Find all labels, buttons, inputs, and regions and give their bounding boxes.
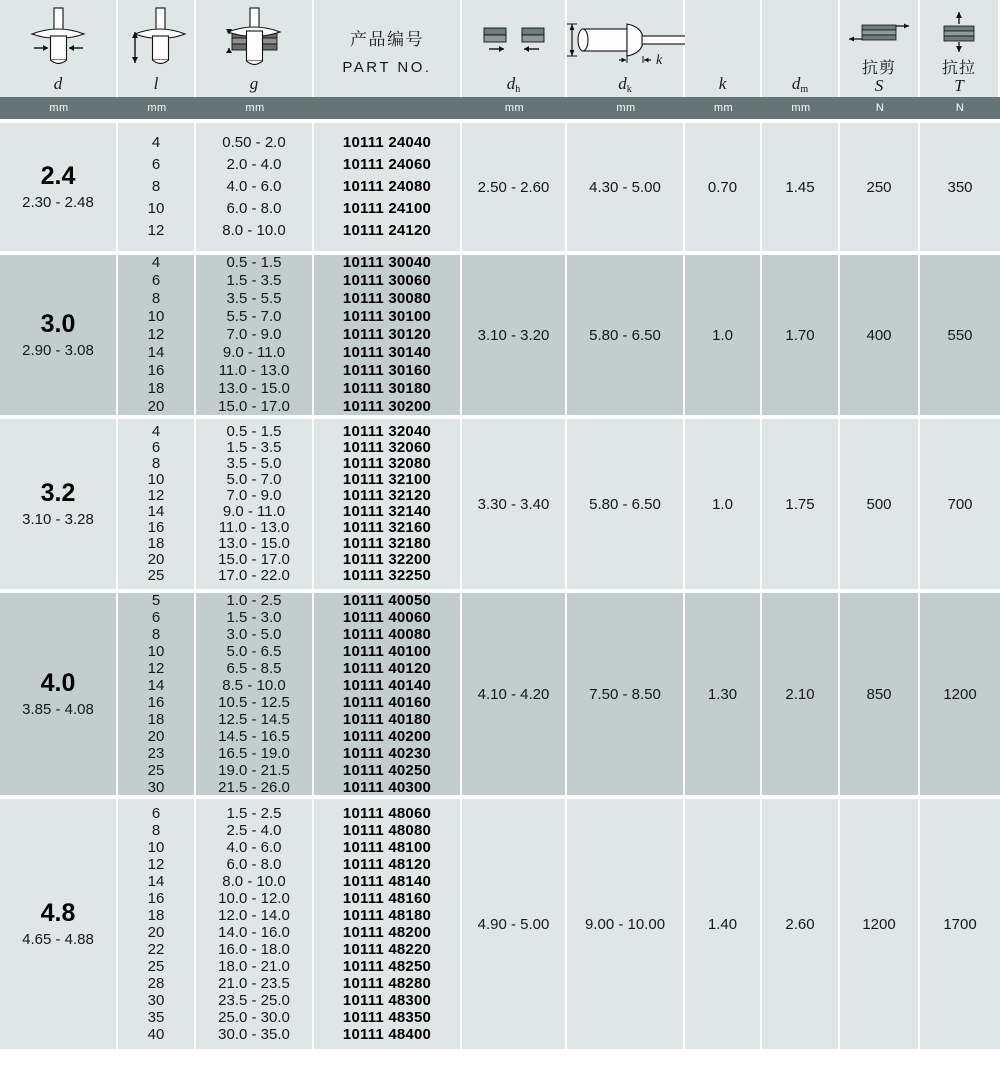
grip-range-value: 0.50 - 2.0 [222,134,286,151]
cell-head-diameter [567,255,685,415]
cell-head-diameter-value: 4.30 - 5.00 [589,178,661,196]
grip-range-value: 11.0 - 13.0 [218,519,290,536]
cell-nominal-diameter [0,419,118,589]
part-no-value: 10111 48140 [342,873,432,890]
length-value: 30 [147,779,165,796]
part-no-value: 10111 48060 [342,805,432,822]
grip-range-value: 4.0 - 6.0 [226,839,282,856]
length-value: 16 [147,890,165,907]
nominal-diameter-value: 2.4 [40,161,76,190]
cell-hole-diameter [462,419,567,589]
grip-range-value: 3.5 - 5.0 [226,455,282,472]
header-symbol-l: l [153,74,159,93]
cell-hole-diameter-value: 4.10 - 4.20 [477,685,550,703]
cell-shear-strength [840,419,920,589]
tensile-label-cn: 抗拉 [941,58,976,78]
unit-shear: N [840,97,920,119]
part-no-value: 10111 48280 [342,975,432,992]
rivet-diameter-icon [0,4,116,75]
grip-range-value: 25.0 - 30.0 [218,1009,290,1026]
diameter-tolerance-range: 2.30 - 2.48 [22,193,94,211]
length-value: 4 [151,134,161,151]
part-no-value: 10111 32140 [342,503,432,520]
part-no-value: 10111 30180 [342,380,432,397]
grip-range-value: 14.0 - 16.0 [218,924,290,941]
part-no-value: 10111 32060 [342,439,432,456]
part-no-value: 10111 24120 [342,222,432,239]
part-no-value: 10111 40080 [342,626,432,643]
length-value: 10 [147,200,165,217]
part-no-value: 10111 48400 [342,1026,432,1043]
length-value: 10 [147,471,165,488]
cell-tensile-strength [920,419,1000,589]
length-value: 8 [151,822,161,839]
length-value: 23 [147,745,165,762]
cell-mandrel-diameter [762,419,840,589]
cell-mandrel-diameter-value: 2.60 [785,915,815,933]
cell-tensile-strength-value: 1700 [943,915,977,933]
part-no-value: 10111 32040 [342,423,432,440]
part-no-value: 10111 40200 [342,728,432,745]
cell-length-list [118,419,196,589]
grip-range-value: 9.0 - 11.0 [222,344,286,361]
rivet-side-view-icon [567,4,683,75]
shear-label-group [862,59,896,97]
cell-mandrel-diameter-value: 1.70 [785,326,815,344]
part-no-value: 10111 40230 [342,745,432,762]
cell-nominal-diameter [0,799,118,1049]
part-no-value: 10111 32160 [342,519,432,536]
grip-range-value: 8.0 - 10.0 [222,873,286,890]
grip-range-value: 21.5 - 26.0 [218,779,290,796]
part-no-value: 10111 24080 [342,178,432,195]
nominal-diameter-value: 3.0 [40,309,76,338]
grip-range-value: 15.0 - 17.0 [218,398,290,415]
grip-range-value: 8.5 - 10.0 [222,677,286,694]
grip-range-value: 10.5 - 12.5 [218,694,290,711]
length-value: 6 [151,609,161,626]
cell-tensile-strength [920,123,1000,251]
table-body [0,123,1000,1049]
length-value: 18 [147,711,165,728]
cell-head-height [685,123,762,251]
length-value: 25 [147,762,165,779]
length-value: 4 [151,423,161,440]
part-no-value: 10111 48180 [342,907,432,924]
length-value: 18 [147,380,165,397]
part-no-value: 10111 30160 [342,362,432,379]
unit-k: mm [685,97,762,119]
cell-tensile-strength-value: 700 [947,495,973,513]
cell-head-diameter-value: 9.00 - 10.00 [584,915,666,933]
grip-range-value: 30.0 - 35.0 [218,1026,290,1043]
length-value: 30 [147,992,165,1009]
part-no-value: 10111 30140 [342,344,432,361]
cell-hole-diameter-value: 2.50 - 2.60 [477,178,550,196]
nominal-diameter-value: 4.8 [40,898,76,927]
cell-grip-list [196,255,314,415]
part-no-value: 10111 48200 [342,924,432,941]
part-no-value: 10111 32200 [342,551,432,568]
grip-range-value: 1.5 - 3.5 [226,439,282,456]
length-value: 14 [147,344,165,361]
length-value: 40 [147,1026,165,1043]
length-value: 8 [151,178,161,195]
part-no-label-en: PART NO. [342,59,432,76]
part-no-value: 10111 32180 [342,535,432,552]
cell-shear-strength [840,255,920,415]
diameter-tolerance-range: 3.85 - 4.08 [22,700,94,718]
cell-part-no-list [314,593,462,795]
length-value: 20 [147,924,165,941]
cell-head-diameter [567,123,685,251]
part-no-value: 10111 48300 [342,992,432,1009]
length-value: 18 [147,907,165,924]
grip-range-value: 5.5 - 7.0 [226,308,282,325]
part-no-header [342,4,431,97]
part-no-value: 10111 40100 [342,643,432,660]
part-no-value: 10111 30120 [342,326,432,343]
grip-range-value: 7.0 - 9.0 [226,326,282,343]
grip-range-value: 1.5 - 2.5 [226,805,282,822]
header-symbol-t: T [954,76,964,95]
cell-hole-diameter-value: 4.90 - 5.00 [477,915,550,933]
head-height-icon [685,4,760,75]
unit-g: mm [196,97,314,119]
cell-hole-diameter [462,123,567,251]
part-no-value: 10111 40050 [342,592,432,609]
part-no-value: 10111 32100 [342,471,432,488]
length-value: 25 [147,567,165,584]
part-no-value: 10111 40300 [342,779,432,796]
length-value: 5 [151,592,161,609]
shear-strength-icon [840,4,918,59]
grip-range-value: 16.5 - 19.0 [218,745,290,762]
part-no-value: 10111 32250 [342,567,432,584]
grip-range-value: 13.0 - 15.0 [218,380,290,397]
length-value: 6 [151,805,161,822]
diameter-tolerance-range: 2.90 - 3.08 [22,341,94,359]
part-no-value: 10111 40060 [342,609,432,626]
mandrel-diameter-icon [762,4,838,75]
cell-head-height [685,255,762,415]
cell-head-diameter-value: 5.80 - 6.50 [589,495,661,513]
header-symbol-k: k [718,74,727,93]
header-symbol-d: d [53,74,63,93]
cell-mandrel-diameter-value: 1.45 [785,178,815,196]
part-no-value: 10111 48220 [342,941,432,958]
unit-dh: mm [462,97,567,119]
header-cell-dh [462,0,567,97]
length-value: 6 [151,156,161,173]
grip-range-value: 2.0 - 4.0 [226,156,282,173]
cell-shear-strength-value: 500 [866,495,892,513]
grip-range-value: 14.5 - 16.5 [218,728,290,745]
cell-length-list [118,799,196,1049]
cell-tensile-strength-value: 550 [947,326,973,344]
grip-range-value: 21.0 - 23.5 [218,975,290,992]
grip-range-value: 9.0 - 11.0 [222,503,286,520]
table-header-icons [0,0,1000,97]
cell-grip-list [196,123,314,251]
cell-shear-strength-value: 850 [866,685,892,703]
hole-diameter-icon [462,4,565,75]
cell-mandrel-diameter [762,255,840,415]
cell-shear-strength [840,593,920,795]
cell-length-list [118,255,196,415]
cell-tensile-strength [920,799,1000,1049]
length-value: 6 [151,272,161,289]
grip-range-value: 23.5 - 25.0 [218,992,290,1009]
header-cell-dm [762,0,840,97]
tensile-strength-icon [920,4,998,59]
part-no-value: 10111 40250 [342,762,432,779]
rivet-grip-icon [196,4,312,75]
grip-range-value: 18.0 - 21.0 [218,958,290,975]
cell-head-height-value: 1.0 [712,495,733,513]
cell-tensile-strength [920,255,1000,415]
length-value: 20 [147,551,165,568]
cell-hole-diameter [462,593,567,795]
cell-nominal-diameter [0,593,118,795]
cell-head-height-value: 1.0 [712,326,733,344]
length-value: 12 [147,326,165,343]
svg-text:k: k [656,52,663,68]
part-no-value: 10111 24040 [342,134,432,151]
unit-dk: mm [567,97,685,119]
table-row [0,593,1000,795]
header-symbol-dh: $d_h$ [506,74,521,95]
header-cell-dk [567,0,685,97]
grip-range-value: 4.0 - 6.0 [226,178,282,195]
cell-head-diameter [567,799,685,1049]
grip-range-value: 6.0 - 8.0 [226,200,282,217]
unit-part-no [314,97,462,119]
part-no-value: 10111 32120 [342,487,432,504]
cell-tensile-strength [920,593,1000,795]
cell-head-diameter [567,593,685,795]
length-value: 10 [147,839,165,856]
cell-mandrel-diameter [762,593,840,795]
grip-range-value: 1.5 - 3.0 [226,609,282,626]
length-value: 25 [147,958,165,975]
cell-head-height [685,419,762,589]
part-no-value: 10111 48120 [342,856,432,873]
grip-range-value: 6.5 - 8.5 [226,660,282,677]
part-no-value: 10111 30200 [342,398,432,415]
cell-length-list [118,593,196,795]
grip-range-value: 3.5 - 5.5 [226,290,282,307]
cell-head-diameter-value: 7.50 - 8.50 [589,685,661,703]
cell-hole-diameter-value: 3.30 - 3.40 [477,495,550,513]
grip-range-value: 2.5 - 4.0 [226,822,282,839]
header-cell-l [118,0,196,97]
table-row [0,255,1000,415]
cell-shear-strength-value: 1200 [862,915,896,933]
header-cell-part-no [314,0,462,97]
diameter-tolerance-range: 4.65 - 4.88 [22,930,94,948]
length-value: 8 [151,455,161,472]
grip-range-value: 12.0 - 14.0 [218,907,290,924]
units-bar [0,97,1000,119]
length-value: 14 [147,873,165,890]
cell-tensile-strength-value: 350 [947,178,973,196]
grip-range-value: 8.0 - 10.0 [222,222,286,239]
cell-mandrel-diameter-value: 1.75 [785,495,815,513]
cell-mandrel-diameter [762,799,840,1049]
grip-range-value: 6.0 - 8.0 [226,856,282,873]
length-value: 20 [147,728,165,745]
length-value: 20 [147,398,165,415]
length-value: 12 [147,222,165,239]
cell-hole-diameter [462,799,567,1049]
grip-range-value: 12.5 - 14.5 [218,711,290,728]
cell-head-height [685,799,762,1049]
cell-head-diameter [567,419,685,589]
length-value: 28 [147,975,165,992]
cell-shear-strength-value: 400 [866,326,892,344]
length-value: 10 [147,643,165,660]
part-no-value: 10111 40120 [342,660,432,677]
grip-range-value: 5.0 - 7.0 [226,471,282,488]
cell-head-height-value: 1.40 [707,915,738,933]
part-no-value: 10111 24060 [342,156,432,173]
grip-range-value: 0.5 - 1.5 [226,254,282,271]
cell-grip-list [196,593,314,795]
length-value: 14 [147,503,165,520]
unit-d: mm [0,97,118,119]
cell-length-list [118,123,196,251]
grip-range-value: 10.0 - 12.0 [218,890,290,907]
cell-shear-strength-value: 250 [866,178,892,196]
length-value: 16 [147,519,165,536]
length-value: 16 [147,694,165,711]
cell-head-height-value: 1.30 [707,685,738,703]
grip-range-value: 1.5 - 3.5 [226,272,282,289]
part-no-value: 10111 30040 [342,254,432,271]
cell-shear-strength [840,799,920,1049]
cell-nominal-diameter [0,123,118,251]
cell-shear-strength [840,123,920,251]
part-no-value: 10111 32080 [342,455,432,472]
grip-range-value: 7.0 - 9.0 [226,487,282,504]
cell-part-no-list [314,799,462,1049]
length-value: 22 [147,941,165,958]
unit-dm: mm [762,97,840,119]
table-row [0,419,1000,589]
cell-tensile-strength-value: 1200 [943,685,977,703]
length-value: 12 [147,856,165,873]
cell-head-height-value: 0.70 [707,178,738,196]
part-no-value: 10111 48250 [342,958,432,975]
part-no-value: 10111 48080 [342,822,432,839]
tensile-label-group [942,59,976,97]
length-value: 8 [151,626,161,643]
part-no-value: 10111 40140 [342,677,432,694]
cell-hole-diameter-value: 3.10 - 3.20 [477,326,550,344]
cell-grip-list [196,419,314,589]
header-cell-tensile [920,0,1000,97]
grip-range-value: 13.0 - 15.0 [218,535,290,552]
table-row [0,799,1000,1049]
unit-tensile: N [920,97,1000,119]
cell-part-no-list [314,419,462,589]
length-value: 12 [147,660,165,677]
nominal-diameter-value: 3.2 [40,478,76,507]
table-row [0,123,1000,251]
shear-label-cn: 抗剪 [861,58,896,78]
cell-mandrel-diameter [762,123,840,251]
cell-mandrel-diameter-value: 2.10 [785,685,815,703]
length-value: 8 [151,290,161,307]
header-symbol-g: g [249,74,259,93]
cell-nominal-diameter [0,255,118,415]
grip-range-value: 11.0 - 13.0 [218,362,290,379]
cell-head-height [685,593,762,795]
cell-hole-diameter [462,255,567,415]
grip-range-value: 0.5 - 1.5 [226,423,282,440]
header-cell-shear [840,0,920,97]
part-no-value: 10111 24100 [342,200,432,217]
unit-l: mm [118,97,196,119]
cell-head-diameter-value: 5.80 - 6.50 [589,326,661,344]
part-no-label-cn: 产品编号 [350,30,424,50]
part-no-value: 10111 30060 [342,272,432,289]
length-value: 6 [151,439,161,456]
part-no-value: 10111 48100 [342,839,432,856]
header-symbol-dk: $d_k$ [618,74,632,95]
part-no-value: 10111 30080 [342,290,432,307]
length-value: 18 [147,535,165,552]
part-no-value: 10111 40180 [342,711,432,728]
grip-range-value: 15.0 - 17.0 [218,551,290,568]
header-symbol-dm: $d_m$ [791,74,809,95]
header-cell-k [685,0,762,97]
rivet-length-icon [118,4,194,75]
length-value: 14 [147,677,165,694]
cell-part-no-list [314,123,462,251]
length-value: 16 [147,362,165,379]
cell-part-no-list [314,255,462,415]
header-symbol-s: S [874,76,884,95]
header-cell-g [196,0,314,97]
grip-range-value: 3.0 - 5.0 [226,626,282,643]
part-no-value: 10111 30100 [342,308,432,325]
nominal-diameter-value: 4.0 [40,668,76,697]
header-cell-d [0,0,118,97]
cell-grip-list [196,799,314,1049]
grip-range-value: 19.0 - 21.5 [218,762,290,779]
part-no-value: 10111 40160 [342,694,432,711]
part-no-value: 10111 48160 [342,890,432,907]
length-value: 10 [147,308,165,325]
part-no-value: 10111 48350 [342,1009,432,1026]
grip-range-value: 5.0 - 6.5 [226,643,282,660]
diameter-tolerance-range: 3.10 - 3.28 [22,510,94,528]
grip-range-value: 1.0 - 2.5 [226,592,282,609]
length-value: 4 [151,254,161,271]
grip-range-value: 17.0 - 22.0 [218,567,290,584]
length-value: 35 [147,1009,165,1026]
length-value: 12 [147,487,165,504]
grip-range-value: 16.0 - 18.0 [218,941,290,958]
